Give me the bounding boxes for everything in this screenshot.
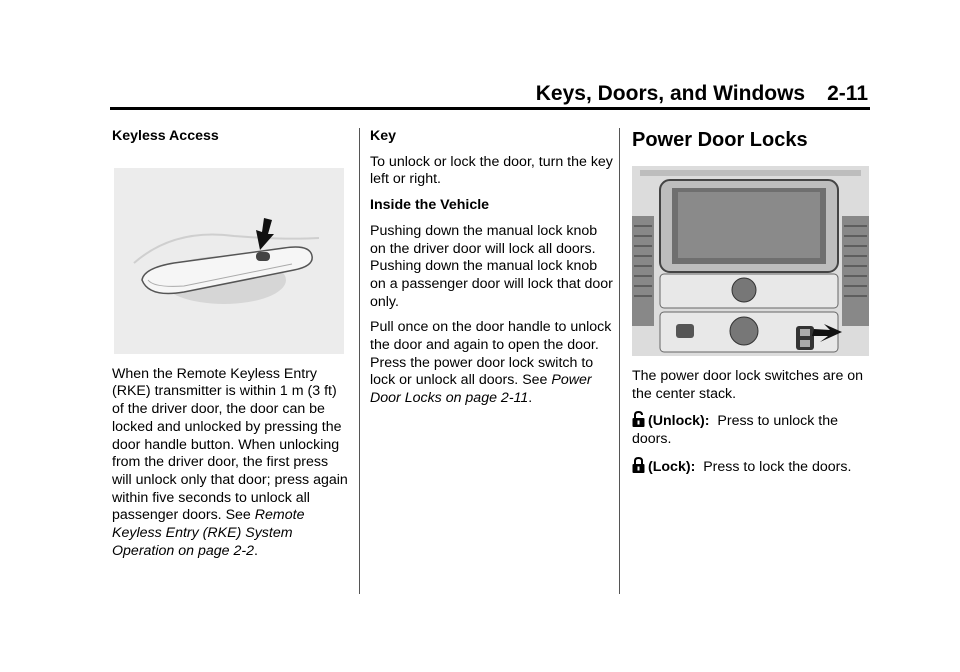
unlock-icon	[632, 411, 645, 427]
keyless-access-heading: Keyless Access	[112, 128, 219, 144]
period: .	[253, 542, 258, 559]
power-door-locks-title: Power Door Locks	[632, 129, 808, 151]
center-stack-figure	[632, 166, 869, 356]
door-handle-figure	[114, 168, 344, 354]
page-header	[536, 82, 868, 106]
power-door-locks-link[interactable]: Power Door Locks on page 2-11	[370, 372, 592, 407]
keyless-access-body: When the Remote Keyless Entry (RKE) transmitter is within 1 m (3 ft) of the driver door, the door can be locked and unlocked by pressing the door handle button. When unlocking from the driver door, the first press will unlock only that door; press again within five seconds to unlock all passenger doors. See	[112, 365, 348, 524]
column-key	[370, 128, 615, 416]
rke-link[interactable]: Remote Keyless Entry (RKE) System Operation on page 2-2	[112, 507, 305, 559]
pull-body: Pull once on the door handle to unlock the door and again to open the door. Press the power door lock switch to lock or unlock all doors. See	[370, 319, 612, 389]
section-name: Keys, Doors, and Windows	[535, 82, 806, 105]
period: .	[528, 390, 533, 407]
center-stack-caption: The power door lock switches are on the center stack.	[632, 368, 864, 402]
unlock-label: (Unlock):	[648, 413, 710, 430]
header-rule	[110, 107, 870, 110]
unlock-text: Press to unlock the doors.	[632, 413, 839, 448]
column-divider	[619, 128, 620, 594]
lock-icon	[632, 457, 645, 473]
column-keyless-access	[112, 128, 350, 568]
column-divider	[359, 128, 360, 594]
inside-vehicle-heading: Inside the Vehicle	[370, 197, 490, 214]
inside-vehicle-text: Pushing down the manual lock knob on the driver door will lock all doors. Pushing down the manual lock knob on a passenger door will lock that door only.	[370, 222, 613, 310]
lock-label: (Lock):	[648, 458, 696, 475]
page-number: 2-11	[827, 82, 868, 105]
pull-text	[370, 319, 615, 408]
column-power-door-locks	[632, 128, 870, 485]
lock-description	[632, 457, 870, 477]
key-heading: Key	[370, 128, 397, 144]
keyless-access-text	[112, 366, 350, 561]
key-text: To unlock or lock the door, turn the key left or right.	[370, 153, 613, 188]
lock-text: Press to lock the doors.	[703, 458, 852, 475]
unlock-description	[632, 411, 870, 448]
